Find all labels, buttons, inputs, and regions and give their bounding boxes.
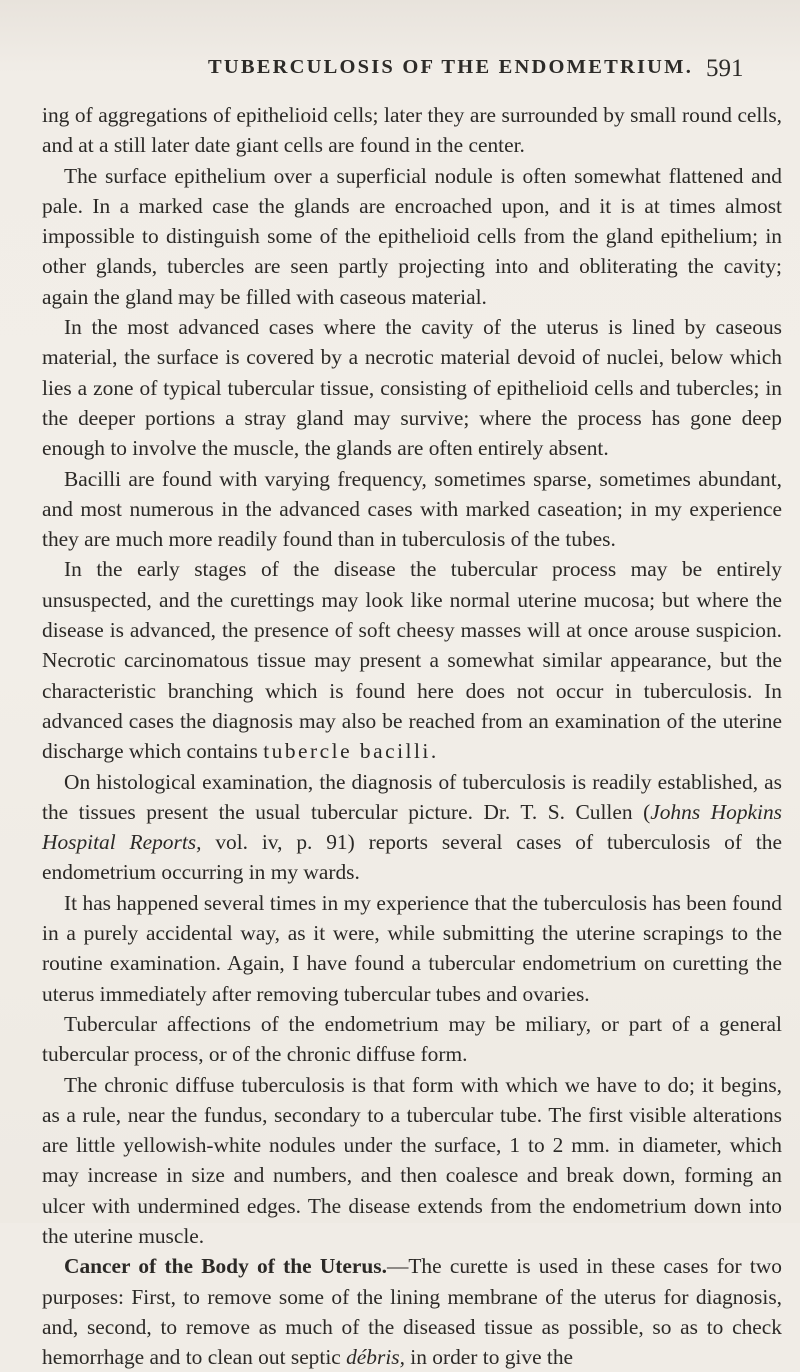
paragraph-6-text-end: vol. iv, p. 91) reports several cases of tuberculosis of the endometrium occurring in my wards. [42,830,782,885]
paragraph-5-text: In the early stages of the disease the tubercular process may be entirely unsuspected, and the curettings may look like normal uterine mucosa; but where the disease is advanced, the presence of soft cheesy masses will at once arouse suspicion. Necrotic carcinomatous tissue may present a somewhat similar appearance, but the characteristic branching which is found here does not occur in tuberculosis. In advanced cases the diagnosis may also be reached from an examination of the uterine discharge which contains [42,557,782,764]
page-number: 591 [706,55,744,82]
paragraph-6 [42,767,782,888]
paragraph-5-spaced-text: tubercle bacilli. [263,739,439,764]
paragraph-1-text: ing of aggregations of epithelioid cells; later they are surrounded by small round cells, and at a still later date giant cells are found in the center. [42,103,782,158]
running-head [0,56,800,86]
paragraph-4-text: Bacilli are found with varying frequency, sometimes sparse, sometimes abundant, and most numerous in the advanced cases with marked caseation; in my experience they are much more readily found than in tuberculosis of the tubes. [42,466,782,552]
paragraph-3-text: In the most advanced cases where the cavity of the uterus is lined by caseous material, the surface is covered by a necrotic material devoid of nuclei, below which lies a zone of typical tubercular tissue, consisting of epithelioid cells and tubercles; in the deeper portions a stray gland may survive; where the process has gone deep enough to involve the muscle, the glands are often entirely absent. [42,315,782,461]
running-head-title: TUBERCULOSIS OF THE ENDOMETRIUM. [208,56,694,78]
paragraph-3 [42,312,782,463]
paragraph-8-text: Tubercular affections of the endometrium may be miliary, or part of a general tubercular process, or of the chronic diffuse form. [42,1011,782,1067]
paragraph-10-text-end: in order to give the [404,1345,574,1370]
section-heading-cancer: Cancer of the Body of the Uterus. [64,1254,387,1279]
paragraph-4 [42,464,782,555]
body-text [42,100,782,1372]
paragraph-2 [42,161,782,312]
paragraph-7-text: It has happened several times in my experience that the tuberculosis has been found in a purely accidental way, as it were, while submitting the uterine scrapings to the routine examination. Again, I have found a tubercular endometrium on curetting the uterus immediately after removing tubercular tubes and ovaries. [42,890,782,1006]
paragraph-2-text: The surface epithelium over a superficial nodule is often somewhat flattened and pale. In a marked case the glands are encroached upon, and it is at times almost impossible to distinguish some of the epithelioid cells from the gland epithelium; in other glands, tubercles are seen partly projecting into and obliterating the cavity; again the gland may be filled with caseous material. [42,163,782,309]
paragraph-9 [42,1070,782,1252]
paragraph-5 [42,554,782,766]
paragraph-10-text-start: —The curette is used in these cases for two purposes: First, to remove some of the lining membrane of the uterus for diagnosis, and, second, to remove as much of the diseased tissue as possible, so as to check hemorrhage and to clean out septic [42,1254,782,1370]
paragraph-1 [42,100,782,161]
paragraph-9-text: The chronic diffuse tuberculosis is that form with which we have to do; it begins, as a rule, near the fundus, secondary to a tubercular tube. The first visible alterations are little yellowish-white nodules under the surface, 1 to 2 mm. in diameter, which may increase in size and numbers, and then coalesce and break down, forming an ulcer with undermined edges. The disease extends from the endometrium down into the uterine muscle. [42,1072,782,1248]
paragraph-10-italic-word: débris, [346,1345,405,1370]
paragraph-6-text-start: On histological examination, the diagnosis of tuberculosis is readily established, as the tissues present the usual tubercular picture. Dr. T. S. Cullen ( [42,769,782,824]
paragraph-7 [42,888,782,1009]
paragraph-8 [42,1009,782,1070]
paragraph-10 [42,1251,782,1372]
paragraph-6-citation: Johns Hopkins Hospital Reports, [42,799,782,855]
